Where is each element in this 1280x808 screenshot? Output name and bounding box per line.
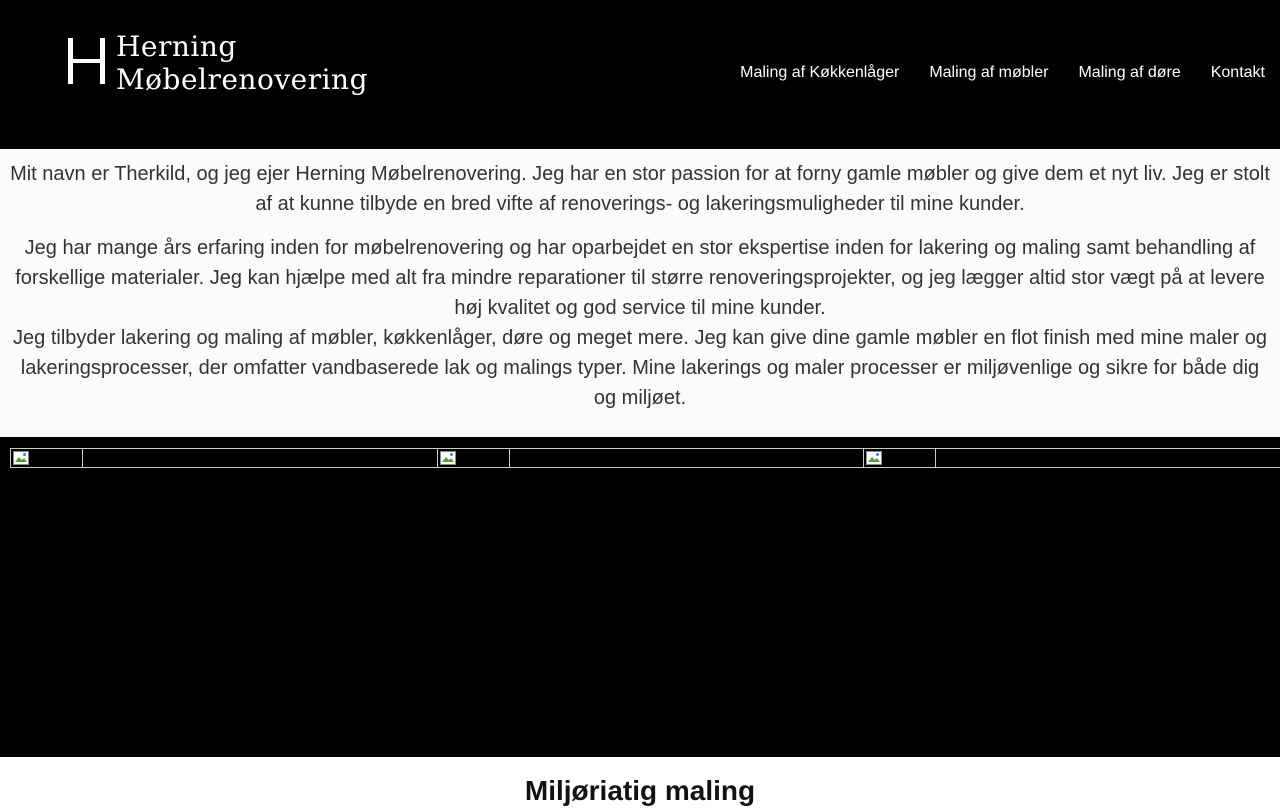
- broken-image-icon: [13, 451, 29, 465]
- nav-item-doors[interactable]: Maling af døre: [1078, 64, 1181, 81]
- nav-item-kitchen-doors[interactable]: Maling af Køkkenlåger: [740, 64, 900, 81]
- about-paragraph-2: Jeg har mange års erfaring inden for møbelrenovering og har oparbejdet en stor ekspertise inden for lakering og maling samt behandling af forskellige materialer. Jeg kan hjælpe med alt fra mindre reparationer til større renoveringsprojekter, og jeg lægger altid stor vægt på at levere høj kvalitet og god service til mine kunder.: [15, 237, 1265, 319]
- about-section: [0, 149, 1280, 437]
- about-paragraph-1: Mit navn er Therkild, og jeg ejer Herning Møbelrenovering. Jeg har en stor passion for at forny gamle møbler og give dem et nyt liv. Jeg er stolt af at kunne tilbyde en bred vifte af renoverings- og lakeringsmuligheder til mine kunder.: [10, 163, 1270, 215]
- logo-line-2: Møbelrenovering: [116, 63, 369, 96]
- broken-image-icon: [440, 451, 456, 465]
- nav-item-contact[interactable]: Kontakt: [1210, 64, 1265, 81]
- section-title: Miljøriatig maling: [524, 775, 756, 806]
- site-logo[interactable]: [64, 30, 369, 102]
- main-nav: [740, 63, 1265, 83]
- logo-line-1: Herning: [116, 30, 237, 63]
- image-gallery: [0, 437, 1280, 757]
- about-paragraph-3: Jeg tilbyder lakering og maling af møbler, køkkenlåger, døre og meget mere. Jeg kan give dine gamle møbler en flot finish med mine maler og lakeringsprocesser, der omfatter vandbaserede lak og malings typer. Mine lakerings og maler processer er miljøvenlige og sikre for både dig og miljøet.: [13, 327, 1267, 409]
- gallery-image-2[interactable]: [437, 448, 864, 468]
- broken-image-icon: [866, 451, 882, 465]
- nav-item-furniture[interactable]: Maling af møbler: [929, 64, 1049, 81]
- logo-h-icon: [64, 36, 110, 86]
- gallery-image-1[interactable]: [10, 448, 438, 468]
- site-header: [0, 0, 1280, 149]
- logo-text: [116, 30, 368, 96]
- gallery-image-3[interactable]: [863, 448, 1280, 468]
